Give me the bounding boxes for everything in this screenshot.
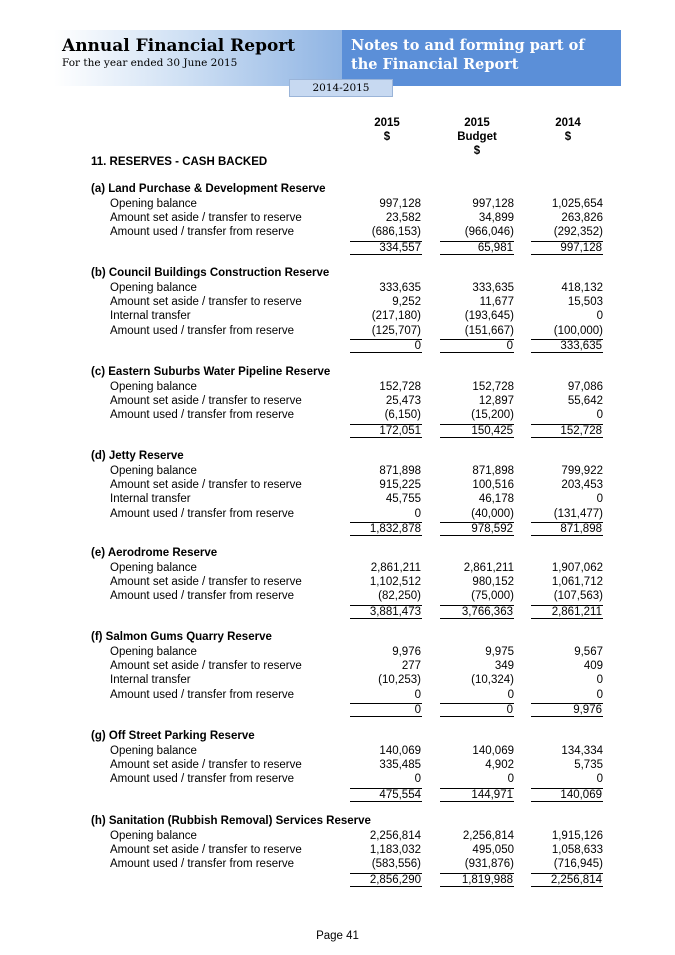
- total-value: 978,592: [440, 522, 514, 536]
- row-value: (583,556): [371, 858, 421, 871]
- reserve-section-title: (b) Council Buildings Construction Reserve: [91, 267, 330, 279]
- row-value: (100,000): [553, 324, 603, 337]
- row-value: 152,728: [472, 381, 514, 393]
- row-label: Amount used / transfer from reserve: [110, 858, 295, 871]
- total-value: 2,861,211: [531, 605, 603, 619]
- row-value: 152,728: [379, 381, 421, 393]
- row-value: 23,582: [385, 212, 421, 225]
- note-heading: 11. RESERVES - CASH BACKED: [91, 156, 268, 168]
- row-value: 5,735: [574, 759, 603, 772]
- table-row: [0, 562, 675, 576]
- row-value: 0: [596, 773, 603, 786]
- row-label: Amount used / transfer from reserve: [110, 324, 295, 337]
- row-value: (931,876): [464, 858, 514, 871]
- total-row: [0, 424, 675, 439]
- total-value: 0: [350, 703, 422, 717]
- row-label: Opening balance: [110, 465, 197, 477]
- column-header-2014: 2014 $: [555, 117, 581, 143]
- row-label: Internal transfer: [110, 493, 191, 506]
- row-value: 1,907,062: [551, 562, 603, 574]
- row-value: 15,503: [567, 296, 603, 309]
- total-row: [0, 605, 675, 620]
- row-value: 277: [401, 660, 421, 673]
- table-row: [0, 465, 675, 479]
- row-label: Opening balance: [110, 830, 197, 842]
- table-row: [0, 296, 675, 310]
- row-label: Amount set aside / transfer to reserve: [110, 844, 302, 857]
- total-value: 144,971: [440, 788, 514, 802]
- row-value: 0: [414, 688, 421, 701]
- row-value: 0: [414, 507, 421, 520]
- notes-title: Notes to and forming part of the Financial Report: [351, 37, 585, 73]
- row-value: 2,861,211: [463, 562, 514, 574]
- row-value: 0: [596, 409, 603, 422]
- reserve-section-title: (f) Salmon Gums Quarry Reserve: [91, 631, 272, 643]
- row-value: 45,755: [385, 493, 421, 506]
- reserve-section-title: (c) Eastern Suburbs Water Pipeline Reserve: [91, 366, 331, 378]
- table-row: [0, 830, 675, 844]
- row-value: 97,086: [567, 381, 603, 393]
- row-value: (6,150): [384, 409, 421, 422]
- total-value: 9,976: [531, 703, 603, 717]
- total-row: [0, 241, 675, 256]
- total-value: 1,832,878: [350, 522, 422, 536]
- total-value: 0: [440, 339, 514, 353]
- table-row: [0, 212, 675, 226]
- row-value: (107,563): [553, 590, 603, 603]
- total-value: 3,766,363: [440, 605, 514, 619]
- row-value: (686,153): [371, 226, 421, 239]
- row-label: Internal transfer: [110, 674, 191, 687]
- total-row: [0, 339, 675, 354]
- row-label: Amount set aside / transfer to reserve: [110, 296, 302, 309]
- row-value: 1,102,512: [369, 576, 421, 589]
- row-value: (10,324): [471, 674, 514, 687]
- row-value: 0: [596, 688, 603, 701]
- total-value: 1,819,988: [440, 873, 514, 887]
- row-value: 799,922: [561, 465, 603, 477]
- total-row: [0, 703, 675, 718]
- total-value: 997,128: [531, 241, 603, 255]
- row-label: Opening balance: [110, 198, 197, 210]
- row-value: 0: [414, 773, 421, 786]
- row-value: 9,567: [574, 646, 603, 658]
- row-label: Opening balance: [110, 745, 197, 757]
- row-value: (40,000): [471, 507, 514, 520]
- row-value: 997,128: [472, 198, 514, 210]
- row-value: (716,945): [553, 858, 603, 871]
- row-label: Amount set aside / transfer to reserve: [110, 395, 302, 408]
- row-value: 871,898: [472, 465, 514, 477]
- total-value: 3,881,473: [350, 605, 422, 619]
- column-header-2015: 2015 $: [374, 117, 400, 143]
- row-value: 915,225: [379, 479, 421, 492]
- table-row: [0, 646, 675, 660]
- row-label: Amount set aside / transfer to reserve: [110, 479, 302, 492]
- row-label: Internal transfer: [110, 310, 191, 323]
- row-value: 100,516: [472, 479, 514, 492]
- row-value: (131,477): [553, 507, 603, 520]
- table-row: [0, 508, 675, 522]
- total-value: 334,557: [350, 241, 422, 255]
- total-value: 140,069: [531, 788, 603, 802]
- table-row: [0, 381, 675, 395]
- row-value: 263,826: [561, 212, 603, 225]
- row-value: 1,061,712: [551, 576, 603, 589]
- table-row: [0, 395, 675, 409]
- total-value: 150,425: [440, 424, 514, 438]
- row-value: 9,975: [485, 646, 514, 658]
- row-label: Amount used / transfer from reserve: [110, 226, 295, 239]
- total-value: 152,728: [531, 424, 603, 438]
- report-title-banner: [54, 30, 342, 86]
- table-row: [0, 674, 675, 688]
- row-value: (15,200): [471, 409, 514, 422]
- row-value: 203,453: [561, 479, 603, 492]
- table-row: [0, 310, 675, 324]
- table-row: [0, 576, 675, 590]
- row-value: 4,902: [485, 759, 514, 772]
- total-row: [0, 788, 675, 803]
- table-row: [0, 858, 675, 872]
- total-value: 871,898: [531, 522, 603, 536]
- row-value: 140,069: [472, 745, 514, 757]
- row-value: 12,897: [478, 395, 514, 408]
- table-row: [0, 773, 675, 787]
- row-label: Opening balance: [110, 381, 197, 393]
- row-value: 495,050: [472, 844, 514, 857]
- table-row: [0, 745, 675, 759]
- row-value: (292,352): [553, 226, 603, 239]
- report-subtitle: For the year ended 30 June 2015: [62, 57, 238, 69]
- row-value: (151,667): [464, 324, 514, 337]
- row-value: 997,128: [379, 198, 421, 210]
- row-label: Amount set aside / transfer to reserve: [110, 759, 302, 772]
- total-value: 475,554: [350, 788, 422, 802]
- reserve-section-title: (a) Land Purchase & Development Reserve: [91, 183, 326, 195]
- table-row: [0, 493, 675, 507]
- row-value: (217,180): [371, 310, 421, 323]
- row-value: (75,000): [471, 590, 514, 603]
- table-row: [0, 226, 675, 240]
- row-value: 46,178: [478, 493, 514, 506]
- row-value: 1,915,126: [551, 830, 603, 842]
- row-value: 25,473: [385, 395, 421, 408]
- row-value: 1,183,032: [369, 844, 421, 857]
- row-value: 9,976: [392, 646, 421, 658]
- table-row: [0, 590, 675, 604]
- row-value: 34,899: [478, 212, 514, 225]
- total-value: 0: [440, 703, 514, 717]
- table-row: [0, 689, 675, 703]
- row-value: 418,132: [561, 282, 603, 294]
- total-row: [0, 522, 675, 537]
- row-value: 1,025,654: [551, 198, 603, 210]
- row-value: 0: [507, 773, 514, 786]
- row-value: (10,253): [378, 674, 421, 687]
- row-value: 333,635: [472, 282, 514, 294]
- row-value: 335,485: [379, 759, 421, 772]
- row-value: 1,058,633: [551, 844, 603, 857]
- column-header-2015-budget: 2015 Budget $: [457, 117, 497, 157]
- total-value: 0: [350, 339, 422, 353]
- reserve-section-title: (d) Jetty Reserve: [91, 450, 184, 462]
- row-value: 0: [596, 493, 603, 506]
- row-value: 2,256,814: [369, 830, 421, 842]
- table-row: [0, 198, 675, 212]
- total-row: [0, 873, 675, 888]
- row-value: (966,046): [464, 226, 514, 239]
- row-label: Opening balance: [110, 646, 197, 658]
- row-value: 333,635: [379, 282, 421, 294]
- table-row: [0, 479, 675, 493]
- table-row: [0, 282, 675, 296]
- page-number: Page 41: [316, 930, 359, 942]
- row-label: Amount set aside / transfer to reserve: [110, 212, 302, 225]
- total-value: 2,856,290: [350, 873, 422, 887]
- row-label: Amount set aside / transfer to reserve: [110, 660, 302, 673]
- row-value: 980,152: [472, 576, 514, 589]
- row-value: 134,334: [561, 745, 603, 757]
- reserve-section-title: (e) Aerodrome Reserve: [91, 547, 218, 559]
- total-value: 65,981: [440, 241, 514, 255]
- row-value: 409: [583, 660, 603, 673]
- row-value: 349: [494, 660, 514, 673]
- row-value: 0: [507, 688, 514, 701]
- row-value: (193,645): [464, 310, 514, 323]
- row-label: Amount set aside / transfer to reserve: [110, 576, 302, 589]
- table-row: [0, 660, 675, 674]
- row-label: Opening balance: [110, 562, 197, 574]
- row-label: Amount used / transfer from reserve: [110, 590, 295, 603]
- table-row: [0, 844, 675, 858]
- row-label: Amount used / transfer from reserve: [110, 688, 295, 701]
- row-value: (82,250): [378, 590, 421, 603]
- table-row: [0, 409, 675, 423]
- row-label: Amount used / transfer from reserve: [110, 507, 295, 520]
- year-tab: 2014-2015: [289, 79, 393, 97]
- row-value: 871,898: [379, 465, 421, 477]
- total-value: 2,256,814: [531, 873, 603, 887]
- notes-banner: [342, 30, 621, 86]
- row-value: 140,069: [379, 745, 421, 757]
- row-value: 11,677: [479, 296, 514, 309]
- row-value: 9,252: [392, 296, 421, 309]
- reserve-section-title: (h) Sanitation (Rubbish Removal) Services Reserve: [91, 815, 371, 827]
- row-value: 2,861,211: [370, 562, 421, 574]
- table-row: [0, 325, 675, 339]
- row-value: (125,707): [371, 324, 421, 337]
- reserve-section-title: (g) Off Street Parking Reserve: [91, 730, 255, 742]
- table-row: [0, 759, 675, 773]
- row-label: Amount used / transfer from reserve: [110, 409, 295, 422]
- row-value: 55,642: [567, 395, 603, 408]
- total-value: 172,051: [350, 424, 422, 438]
- row-value: 0: [596, 310, 603, 323]
- row-value: 0: [596, 674, 603, 687]
- total-value: 333,635: [531, 339, 603, 353]
- row-label: Amount used / transfer from reserve: [110, 773, 295, 786]
- row-label: Opening balance: [110, 282, 197, 294]
- row-value: 2,256,814: [462, 830, 514, 842]
- report-title: Annual Financial Report: [62, 36, 296, 56]
